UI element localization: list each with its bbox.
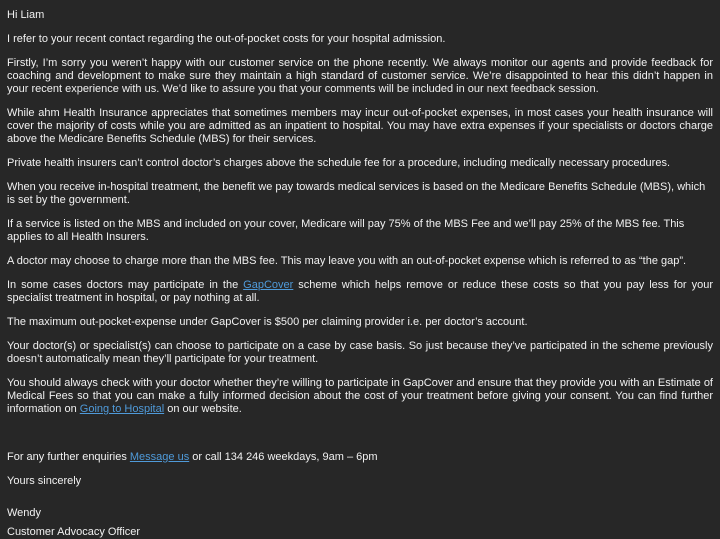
paragraph-intro: I refer to your recent contact regarding the out-of-pocket costs for your hospital admission.	[7, 33, 446, 45]
paragraph-fee-split: If a service is listed on the MBS and included on your cover, Medicare will pay 75% of the MBS Fee and we’ll pay 25% of the MBS fee. This applies to all Health Insurers.	[7, 218, 685, 243]
paragraph-mbs: When you receive in-hospital treatment, the benefit we pay towards medical services is based on the Medicare Benefits Schedule (MBS), which is set by the government.	[7, 181, 706, 206]
paragraph-check-doctor	[7, 377, 713, 416]
signature-title: Customer Advocacy Officer	[7, 526, 141, 538]
paragraph-contact-post: or call 134 246 weekdays, 9am – 6pm	[189, 451, 378, 463]
paragraph-apology: Firstly, I’m sorry you weren’t happy with our customer service on the phone recently. We always monitor our agents and provide feedback for coaching and development to make sure they maintain a high standard of customer service. We’re disappointed to hear this didn’t happen in your recent experience with us. We’d like to assure you that your comments will be included in our next feedback session.	[7, 57, 713, 95]
paragraph-case-by-case: Your doctor(s) or specialist(s) can choose to participate on a case by case basis. So just because they’ve participated in the scheme previously doesn’t automatically mean they’ll participate for your treatment.	[7, 340, 713, 365]
paragraph-insurers: Private health insurers can’t control doctor’s charges above the schedule fee for a procedure, including medically necessary procedures.	[7, 157, 671, 169]
paragraph-max-expense: The maximum out-pocket-expense under GapCover is $500 per claiming provider i.e. per doctor’s account.	[7, 316, 528, 328]
paragraph-the-gap: A doctor may choose to charge more than the MBS fee. This may leave you with an out-of-pocket expense which is referred to as “the gap”.	[7, 255, 687, 267]
paragraph-gapcover	[7, 279, 713, 305]
paragraph-ahm-insurance: While ahm Health Insurance appreciates that sometimes members may incur out-of-pocket expenses, in most cases your health insurance will cover the majority of costs while you are admitted as an inpatient to hospital. You may have extra expenses if your specialists or doctors charge above the Medicare Benefits Schedule (MBS) for their services.	[7, 107, 713, 145]
greeting: Hi Liam	[7, 9, 45, 21]
paragraph-gapcover-post: scheme which helps remove or reduce these costs so that you pay less for your specialist treatment in hospital, or pay nothing at all.	[7, 279, 713, 304]
paragraph-contact-pre: For any further enquiries	[7, 451, 130, 463]
closing: Yours sincerely	[7, 475, 82, 487]
going-to-hospital-link[interactable]: Going to Hospital	[79, 403, 165, 415]
signature-name: Wendy	[7, 507, 42, 519]
paragraph-check-doctor-pre: You should always check with your doctor whether they’re willing to participate in GapCover and ensure that they provide you with an Estimate of Medical Fees so that you can make a fully informed decision about the cost of your treatment before giving your consent. You can find further information on	[7, 377, 713, 415]
paragraph-contact	[7, 451, 713, 464]
paragraph-check-doctor-post: on our website.	[164, 403, 242, 415]
gapcover-link[interactable]: GapCover	[243, 279, 294, 291]
message-us-link[interactable]: Message us	[129, 451, 190, 463]
paragraph-gapcover-pre: In some cases doctors may participate in the	[7, 279, 244, 291]
